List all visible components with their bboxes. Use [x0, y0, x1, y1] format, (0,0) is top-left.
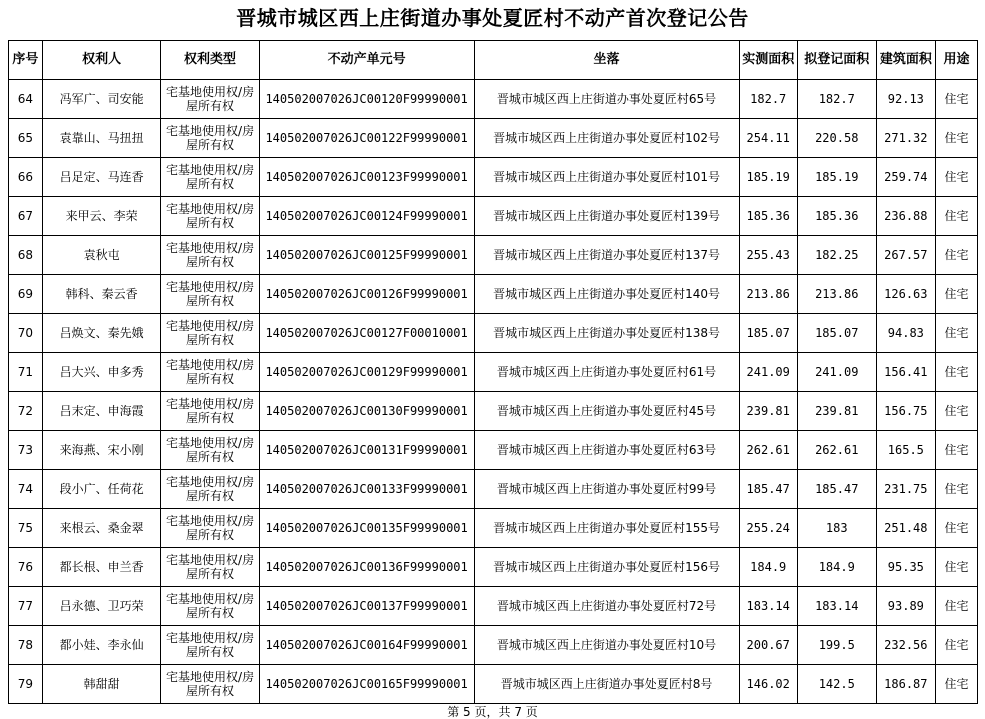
cell-holder: 段小广、任荷花 [42, 470, 161, 509]
cell-measured-area: 255.24 [739, 509, 797, 548]
table-row [9, 548, 978, 587]
cell-unit-number: 140502007026JC00137F99990001 [259, 587, 474, 626]
cell-building-area: 95.35 [876, 548, 935, 587]
cell-location: 晋城市城区西上庄街道办事处夏匠村101号 [474, 158, 739, 197]
cell-holder: 冯军广、司安能 [42, 80, 161, 119]
cell-building-area: 251.48 [876, 509, 935, 548]
table-row [9, 197, 978, 236]
cell-building-area: 231.75 [876, 470, 935, 509]
cell-holder: 袁秋屯 [42, 236, 161, 275]
table-row [9, 275, 978, 314]
cell-unit-number: 140502007026JC00130F99990001 [259, 392, 474, 431]
table-header-row [9, 41, 978, 80]
cell-registered-area: 185.36 [797, 197, 876, 236]
cell-right-type: 宅基地使用权/房屋所有权 [161, 275, 259, 314]
header-building-area: 建筑面积 [876, 41, 935, 80]
cell-registered-area: 185.19 [797, 158, 876, 197]
cell-right-type: 宅基地使用权/房屋所有权 [161, 431, 259, 470]
cell-unit-number: 140502007026JC00136F99990001 [259, 548, 474, 587]
cell-registered-area: 183 [797, 509, 876, 548]
cell-index: 74 [9, 470, 43, 509]
cell-measured-area: 185.19 [739, 158, 797, 197]
cell-index: 64 [9, 80, 43, 119]
cell-location: 晋城市城区西上庄街道办事处夏匠村155号 [474, 509, 739, 548]
table-row [9, 80, 978, 119]
header-location: 坐落 [474, 41, 739, 80]
cell-building-area: 236.88 [876, 197, 935, 236]
cell-usage: 住宅 [936, 353, 978, 392]
cell-location: 晋城市城区西上庄街道办事处夏匠村139号 [474, 197, 739, 236]
cell-usage: 住宅 [936, 548, 978, 587]
cell-unit-number: 140502007026JC00164F99990001 [259, 626, 474, 665]
cell-registered-area: 239.81 [797, 392, 876, 431]
cell-building-area: 92.13 [876, 80, 935, 119]
cell-holder: 来根云、桑金翠 [42, 509, 161, 548]
cell-unit-number: 140502007026JC00135F99990001 [259, 509, 474, 548]
table-row [9, 314, 978, 353]
cell-registered-area: 184.9 [797, 548, 876, 587]
cell-registered-area: 182.7 [797, 80, 876, 119]
table-row [9, 470, 978, 509]
cell-usage: 住宅 [936, 236, 978, 275]
cell-measured-area: 185.07 [739, 314, 797, 353]
table-row [9, 236, 978, 275]
cell-index: 79 [9, 665, 43, 704]
cell-usage: 住宅 [936, 119, 978, 158]
page-footer: 第 5 页，共 7 页 [447, 705, 538, 719]
cell-right-type: 宅基地使用权/房屋所有权 [161, 509, 259, 548]
cell-index: 68 [9, 236, 43, 275]
cell-location: 晋城市城区西上庄街道办事处夏匠村140号 [474, 275, 739, 314]
cell-index: 67 [9, 197, 43, 236]
cell-usage: 住宅 [936, 665, 978, 704]
cell-building-area: 94.83 [876, 314, 935, 353]
cell-holder: 来海燕、宋小刚 [42, 431, 161, 470]
header-registered-area: 拟登记面积 [797, 41, 876, 80]
table-row [9, 158, 978, 197]
cell-unit-number: 140502007026JC00131F99990001 [259, 431, 474, 470]
cell-usage: 住宅 [936, 626, 978, 665]
cell-measured-area: 183.14 [739, 587, 797, 626]
cell-measured-area: 239.81 [739, 392, 797, 431]
cell-index: 69 [9, 275, 43, 314]
table-row [9, 665, 978, 704]
cell-building-area: 259.74 [876, 158, 935, 197]
cell-building-area: 165.5 [876, 431, 935, 470]
cell-holder: 吕焕文、秦先娥 [42, 314, 161, 353]
cell-unit-number: 140502007026JC00124F99990001 [259, 197, 474, 236]
cell-unit-number: 140502007026JC00120F99990001 [259, 80, 474, 119]
cell-right-type: 宅基地使用权/房屋所有权 [161, 314, 259, 353]
cell-index: 77 [9, 587, 43, 626]
cell-measured-area: 241.09 [739, 353, 797, 392]
cell-usage: 住宅 [936, 470, 978, 509]
cell-building-area: 126.63 [876, 275, 935, 314]
cell-registered-area: 185.47 [797, 470, 876, 509]
cell-registered-area: 182.25 [797, 236, 876, 275]
table-row [9, 587, 978, 626]
cell-holder: 韩科、秦云香 [42, 275, 161, 314]
cell-usage: 住宅 [936, 587, 978, 626]
cell-location: 晋城市城区西上庄街道办事处夏匠村61号 [474, 353, 739, 392]
cell-registered-area: 220.58 [797, 119, 876, 158]
cell-unit-number: 140502007026JC00122F99990001 [259, 119, 474, 158]
cell-usage: 住宅 [936, 197, 978, 236]
cell-registered-area: 213.86 [797, 275, 876, 314]
cell-holder: 来甲云、李荣 [42, 197, 161, 236]
table-row [9, 119, 978, 158]
cell-measured-area: 255.43 [739, 236, 797, 275]
cell-unit-number: 140502007026JC00127F00010001 [259, 314, 474, 353]
cell-measured-area: 185.36 [739, 197, 797, 236]
cell-right-type: 宅基地使用权/房屋所有权 [161, 470, 259, 509]
cell-usage: 住宅 [936, 158, 978, 197]
header-index: 序号 [9, 41, 43, 80]
cell-building-area: 271.32 [876, 119, 935, 158]
cell-index: 66 [9, 158, 43, 197]
cell-measured-area: 184.9 [739, 548, 797, 587]
cell-usage: 住宅 [936, 431, 978, 470]
cell-registered-area: 241.09 [797, 353, 876, 392]
cell-location: 晋城市城区西上庄街道办事处夏匠村45号 [474, 392, 739, 431]
cell-usage: 住宅 [936, 80, 978, 119]
cell-holder: 都小娃、李永仙 [42, 626, 161, 665]
document-title: 晋城市城区西上庄街道办事处夏匠村不动产首次登记公告 [236, 6, 749, 30]
table-row [9, 626, 978, 665]
cell-measured-area: 185.47 [739, 470, 797, 509]
cell-index: 71 [9, 353, 43, 392]
cell-measured-area: 146.02 [739, 665, 797, 704]
cell-holder: 都长根、申兰香 [42, 548, 161, 587]
cell-location: 晋城市城区西上庄街道办事处夏匠村72号 [474, 587, 739, 626]
cell-right-type: 宅基地使用权/房屋所有权 [161, 587, 259, 626]
header-right-type: 权利类型 [161, 41, 259, 80]
cell-unit-number: 140502007026JC00126F99990001 [259, 275, 474, 314]
table-row [9, 392, 978, 431]
cell-location: 晋城市城区西上庄街道办事处夏匠村137号 [474, 236, 739, 275]
cell-usage: 住宅 [936, 314, 978, 353]
cell-building-area: 156.41 [876, 353, 935, 392]
cell-holder: 吕足定、马连香 [42, 158, 161, 197]
cell-location: 晋城市城区西上庄街道办事处夏匠村99号 [474, 470, 739, 509]
cell-building-area: 232.56 [876, 626, 935, 665]
cell-right-type: 宅基地使用权/房屋所有权 [161, 236, 259, 275]
cell-location: 晋城市城区西上庄街道办事处夏匠村10号 [474, 626, 739, 665]
cell-right-type: 宅基地使用权/房屋所有权 [161, 119, 259, 158]
cell-location: 晋城市城区西上庄街道办事处夏匠村65号 [474, 80, 739, 119]
cell-unit-number: 140502007026JC00165F99990001 [259, 665, 474, 704]
cell-right-type: 宅基地使用权/房屋所有权 [161, 548, 259, 587]
cell-location: 晋城市城区西上庄街道办事处夏匠村156号 [474, 548, 739, 587]
cell-building-area: 156.75 [876, 392, 935, 431]
cell-right-type: 宅基地使用权/房屋所有权 [161, 665, 259, 704]
cell-registered-area: 262.61 [797, 431, 876, 470]
header-measured-area: 实测面积 [739, 41, 797, 80]
cell-index: 70 [9, 314, 43, 353]
cell-location: 晋城市城区西上庄街道办事处夏匠村138号 [474, 314, 739, 353]
cell-right-type: 宅基地使用权/房屋所有权 [161, 197, 259, 236]
cell-index: 76 [9, 548, 43, 587]
cell-right-type: 宅基地使用权/房屋所有权 [161, 80, 259, 119]
header-holder: 权利人 [42, 41, 161, 80]
cell-usage: 住宅 [936, 275, 978, 314]
cell-index: 78 [9, 626, 43, 665]
cell-location: 晋城市城区西上庄街道办事处夏匠村102号 [474, 119, 739, 158]
table-row [9, 431, 978, 470]
cell-usage: 住宅 [936, 392, 978, 431]
cell-unit-number: 140502007026JC00133F99990001 [259, 470, 474, 509]
cell-index: 75 [9, 509, 43, 548]
cell-location: 晋城市城区西上庄街道办事处夏匠村8号 [474, 665, 739, 704]
cell-unit-number: 140502007026JC00123F99990001 [259, 158, 474, 197]
cell-holder: 吕永德、卫巧荣 [42, 587, 161, 626]
cell-registered-area: 199.5 [797, 626, 876, 665]
cell-unit-number: 140502007026JC00129F99990001 [259, 353, 474, 392]
cell-index: 65 [9, 119, 43, 158]
cell-holder: 吕末定、申海霞 [42, 392, 161, 431]
cell-registered-area: 183.14 [797, 587, 876, 626]
cell-measured-area: 262.61 [739, 431, 797, 470]
cell-holder: 韩甜甜 [42, 665, 161, 704]
cell-holder: 袁靠山、马扭扭 [42, 119, 161, 158]
cell-unit-number: 140502007026JC00125F99990001 [259, 236, 474, 275]
cell-registered-area: 142.5 [797, 665, 876, 704]
cell-right-type: 宅基地使用权/房屋所有权 [161, 353, 259, 392]
cell-index: 72 [9, 392, 43, 431]
cell-registered-area: 185.07 [797, 314, 876, 353]
cell-measured-area: 182.7 [739, 80, 797, 119]
header-unit-number: 不动产单元号 [259, 41, 474, 80]
cell-right-type: 宅基地使用权/房屋所有权 [161, 158, 259, 197]
header-usage: 用途 [936, 41, 978, 80]
cell-right-type: 宅基地使用权/房屋所有权 [161, 392, 259, 431]
cell-measured-area: 254.11 [739, 119, 797, 158]
table-row [9, 353, 978, 392]
cell-location: 晋城市城区西上庄街道办事处夏匠村63号 [474, 431, 739, 470]
cell-building-area: 93.89 [876, 587, 935, 626]
cell-measured-area: 213.86 [739, 275, 797, 314]
registration-table [8, 40, 978, 704]
cell-measured-area: 200.67 [739, 626, 797, 665]
cell-index: 73 [9, 431, 43, 470]
cell-building-area: 267.57 [876, 236, 935, 275]
cell-holder: 吕大兴、申多秀 [42, 353, 161, 392]
cell-building-area: 186.87 [876, 665, 935, 704]
table-row [9, 509, 978, 548]
cell-usage: 住宅 [936, 509, 978, 548]
cell-right-type: 宅基地使用权/房屋所有权 [161, 626, 259, 665]
